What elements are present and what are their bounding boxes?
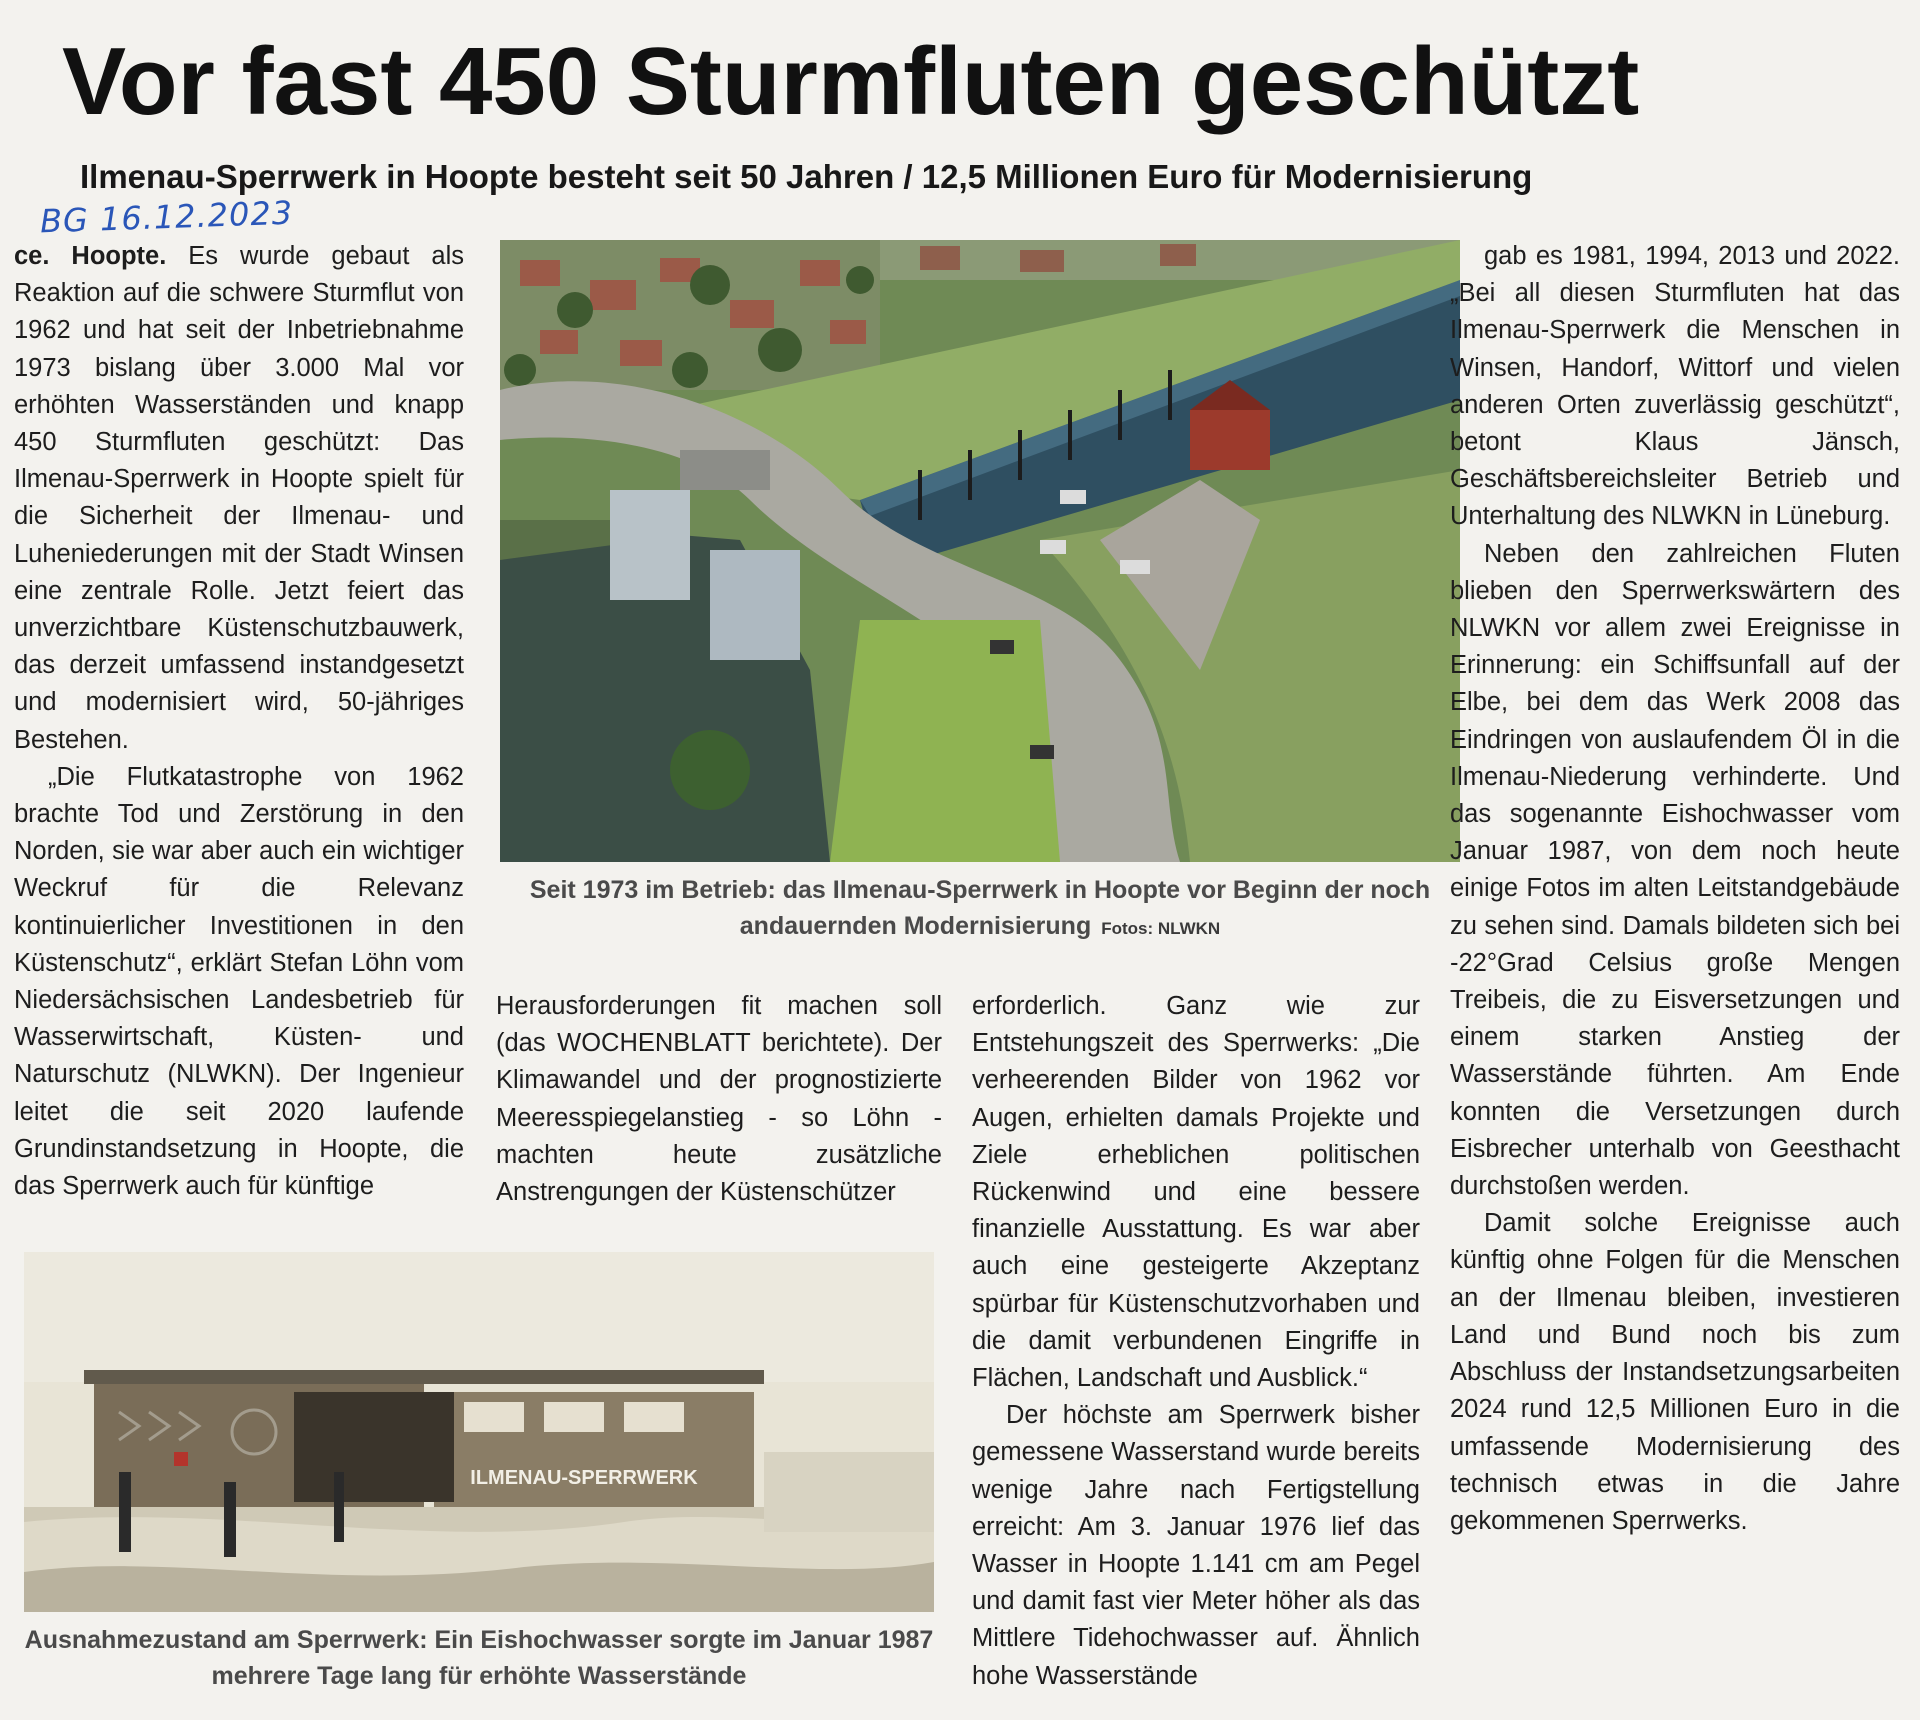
paragraph: Damit solche Ereignisse auch künftig ohne Folgen für die Menschen an der Ilmenau bleiben, investieren Land und Bund noch bis zum Abschluss der Instandsetzungsarbeiten 2024 rund 12,5 Millionen Euro in die umfassende Modernisierung des technisch etwas in die Jahre gekommenen Sperrwerks. — [1450, 1209, 1900, 1535]
paragraph: gab es 1981, 1994, 2013 und 2022. „Bei all diesen Sturmfluten hat das Ilmenau-Sperrwerk die Menschen in Winsen, Handorf, Wittorf und vielen anderen Orten zuverlässig geschützt“, betont Klaus Jänsch, Geschäftsbereichsleiter Betrieb und Unterhaltung des NLWKN in Lüneburg. — [1450, 242, 1900, 531]
article-column-2 — [496, 988, 942, 1211]
article-column-1 — [14, 238, 464, 1205]
photo-caption — [500, 872, 1460, 947]
subheadline: Ilmenau-Sperrwerk in Hoopte besteht seit 50 Jahren / 12,5 Millionen Euro für Modernisierung — [80, 158, 1533, 195]
paragraph: Herausforderungen fit machen soll (das WOCHENBLATT berichtete). Der Klimawandel und der prognostizierte Meeresspiegelanstieg - so Löhn - machten heute zusätzliche Anstrengungen der Küstenschützer — [496, 992, 942, 1207]
paragraph: erforderlich. Ganz wie zur Entstehungszeit des Sperrwerks: „Die verheerenden Bilder von 1962 vor Augen, erhielten damals Projekte und Ziele erheblichen politischen Rückenwind und eine bessere finanzielle Ausstattung. Es war aber auch eine gesteigerte Akzeptanz spürbar für Küstenschutzvorhaben und die damit verbundenen Eingriffe in Flächen, Landschaft und Ausblick.“ — [972, 992, 1420, 1393]
paragraph: Neben den zahlreichen Fluten blieben den Sperrwerkswärtern des NLWKN vor allem zwei Ereignisse in Erinnerung: ein Schiffsunfall auf der Elbe, bei dem das Werk 2008 das Eindringen von auslaufendem Öl in die Ilmenau-Niederung verhinderte. Und das sogenannte Eishochwasser vom Januar 1987, von dem noch heute einige Fotos im alten Leitstandgebäude zu sehen sind. Damals bildeten sich bei -22°Grad Celsius große Mengen Treibeis, die zu Eisversetzungen und einem starken Anstieg der Wasserstände führten. Am Ende konnten die Versetzungen durch Eisbrecher unterhalb von Geesthacht durchstoßen werden. — [1450, 539, 1900, 1201]
photo-credit: Fotos: NLWKN — [1101, 919, 1221, 938]
article-column-4 — [1450, 238, 1900, 1540]
sluice-name-sign: ILMENAU-SPERRWERK — [470, 1467, 698, 1489]
paragraph: Der höchste am Sperrwerk bisher gemessene Wasserstand wurde bereits wenige Jahre nach Fertigstellung erreicht: Am 3. Januar 1976 lief das Wasser in Hoopte 1.141 cm am Pegel und damit fast vier Meter höher als das Mittlere Tidehochwasser auf. Ähnlich hohe Wasserstände — [972, 1401, 1420, 1690]
paragraph — [14, 238, 464, 759]
paragraph-text: Es wurde gebaut als Reaktion auf die schwere Sturmflut von 1962 und hat seit der Inbetriebnahme 1973 bislang über 3.000 Mal vor erhöhten Wasserständen und knapp 450 Sturmfluten geschützt: Das Ilmenau-Sperrwerk in Hoopte spielt für die Sicherheit der Ilmenau- und Luheniederungen mit der Stadt Winsen eine zentrale Rolle. Jetzt feiert das unverzichtbare Küstenschutzbauwerk, das derzeit umfassend instandgesetzt und modernisiert wird, 50-jähriges Bestehen. — [14, 242, 464, 754]
aerial-photo-image — [500, 240, 1460, 862]
ice-flood-photo — [24, 1252, 934, 1612]
caption-text: Seit 1973 im Betrieb: das Ilmenau-Sperrwerk in Hoopte vor Beginn der noch andauernden Modernisierung — [529, 876, 1431, 940]
headline: Vor fast 450 Sturmfluten geschützt — [62, 28, 1640, 135]
dateline: ce. Hoopte. — [14, 242, 167, 270]
paragraph: „Die Flutkatastrophe von 1962 brachte Tod und Zerstörung in den Norden, sie war aber auch ein wichtiger Weckruf für die Relevanz kontinuierlicher Investitionen in den Küstenschutz“, erklärt Stefan Löhn vom Niedersächsischen Landesbetrieb für Wasserwirtschaft, Küsten- und Naturschutz (NLWKN). Der Ingenieur leitet die seit 2020 laufende Grundinstandsetzung in Hoopte, die das Sperrwerk auch für künftige — [14, 762, 464, 1201]
article-column-3 — [972, 988, 1420, 1695]
ice-flood-photo-image — [24, 1252, 934, 1612]
photo-caption: Ausnahmezustand am Sperrwerk: Ein Eishochwasser sorgte im Januar 1987 mehrere Tage lang für erhöhte Wasserstände — [24, 1626, 934, 1690]
aerial-photo-sperrwerk — [500, 240, 1460, 862]
handwritten-date-stamp: BG 16.12.2023 — [39, 193, 294, 241]
